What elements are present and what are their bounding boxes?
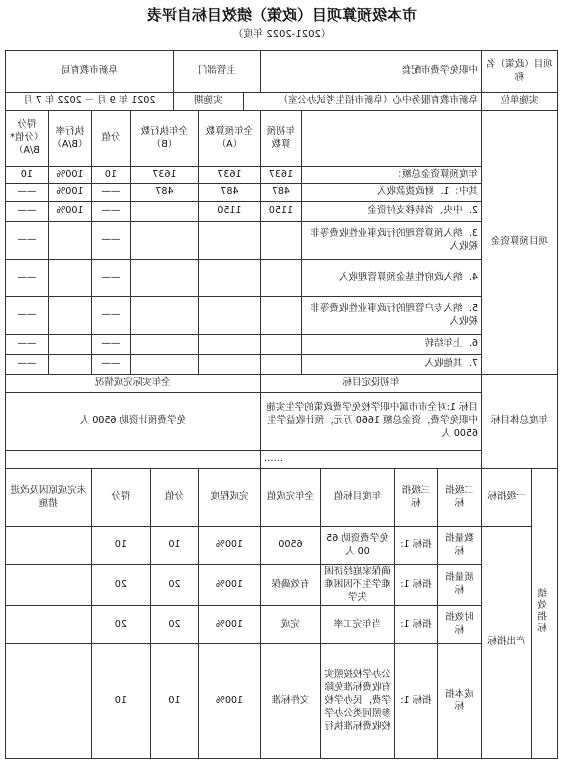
indicator-weight: 10: [150, 527, 198, 565]
indicator-target: 确保家庭经济困难学生不因困难失学: [320, 565, 394, 606]
funds-row-weight: ——: [91, 184, 130, 202]
funds-row-budget: 487: [198, 184, 260, 202]
doc-subtitle: （2021-2022 年度）: [233, 29, 331, 40]
funds-row-label: 年度预算资金总额：: [301, 167, 481, 184]
funds-row-score: ——: [5, 184, 48, 202]
indicator-actual: 有效确保: [260, 565, 320, 606]
indicator-weight: 20: [150, 565, 198, 606]
funds-row-rate: 100%: [48, 202, 91, 222]
funds-row-rate: 100%: [48, 184, 91, 202]
indicator-reason: [5, 565, 91, 606]
funds-row-label: 5．纳入专户管理的行政事业性收费等非税收入: [301, 297, 481, 335]
indicator-degree: 100%: [198, 565, 260, 606]
indicator-row: [5, 565, 557, 606]
funds-row-weight: ——: [91, 297, 130, 335]
funds-row: [5, 167, 557, 184]
funds-row-executed: [130, 222, 198, 260]
funds-row-label: 7．其他收入: [301, 355, 481, 375]
funds-row: [5, 335, 557, 355]
indicator-target: 公办学校按照实有收费标准免除学费，民办学校参照同类公办学校收费标准执行: [320, 644, 394, 759]
indicator-weight: 10: [150, 644, 198, 759]
indicator-actual: 6500: [260, 527, 320, 565]
indicator-score: 10: [91, 527, 150, 565]
funds-row-rate: [48, 335, 91, 355]
indicators-header-score: 得分: [91, 469, 150, 527]
funds-row-plan: [260, 335, 301, 355]
funds-row-budget: 1637: [198, 167, 260, 184]
indicator-level2: 成本指标: [437, 644, 481, 759]
impl-unit-label: 实施单位: [481, 93, 557, 111]
funds-row-label: 2．中央、省转移支付资金: [301, 202, 481, 222]
evaluation-form-table: [5, 50, 558, 759]
funds-section-label: 项目预算资金: [481, 111, 557, 375]
goals-actual-header: 全年实际完成情况: [5, 375, 260, 393]
indicators-header-row: [5, 469, 557, 527]
period-label: 实施期: [173, 93, 243, 111]
dept-label: 主管部门: [173, 51, 260, 93]
indicators-header-degree: 完成程度: [198, 469, 260, 527]
funds-header-score: 得分（分值*B/A）: [5, 111, 48, 167]
funds-row-score: ——: [5, 260, 48, 297]
indicators-section-text: 绩效指标: [538, 588, 550, 635]
funds-row-rate: 100%: [48, 167, 91, 184]
indicator-row: [5, 527, 557, 565]
funds-row-budget: [198, 335, 260, 355]
funds-header-executed: 全年执行数（B）: [130, 111, 198, 167]
funds-row-rate: [48, 355, 91, 375]
indicators-header-weight: 分值: [150, 469, 198, 527]
funds-row-weight: ——: [91, 202, 130, 222]
doc-title: 市本级预算项目（政策）绩效目标自评表: [147, 6, 418, 24]
funds-header-budget: 全年预算数（A）: [198, 111, 260, 167]
project-name-row: [5, 51, 557, 93]
funds-row-weight: ——: [91, 222, 130, 260]
indicator-score: 10: [91, 644, 150, 759]
indicator-actual: 文件标准: [260, 644, 320, 759]
funds-row-executed: [130, 335, 198, 355]
indicator-level3: 指标 1:: [394, 644, 437, 759]
funds-row-plan: [260, 222, 301, 260]
indicator-target: 免学费资助 6500 人: [320, 527, 394, 565]
funds-row-plan: [260, 297, 301, 335]
funds-header-item: [301, 111, 481, 167]
indicator-reason: [5, 606, 91, 644]
funds-row-budget: 1150: [198, 202, 260, 222]
funds-row-score: ——: [5, 355, 48, 375]
funds-row: [5, 260, 557, 297]
indicator-score: 20: [91, 565, 150, 606]
indicators-header-level1: 一级指标: [481, 469, 531, 527]
funds-row-executed: [130, 355, 198, 375]
funds-row-score: ——: [5, 222, 48, 260]
indicator-row: [5, 606, 557, 644]
indicator-degree: 100%: [198, 644, 260, 759]
funds-row-score: 10: [5, 167, 48, 184]
goals-plan-text: 目标 1:对全市市属中职学校免学费政策的学生实施中职免学费，资金总额 1660 万元，预计收益学生 6500 人: [260, 393, 481, 451]
funds-row-label: 4．纳入政府性基金预算管理收入: [301, 260, 481, 297]
indicator-actual: 完成: [260, 606, 320, 644]
funds-row-label: 6．上年结转: [301, 335, 481, 355]
indicator-degree: 100%: [198, 527, 260, 565]
funds-row-label: 3．纳入预算管理的行政事业性收费等非税收入: [301, 222, 481, 260]
funds-row-rate: [48, 260, 91, 297]
indicator-target: 当年完工率: [320, 606, 394, 644]
goals-actual-text: 免学费预计资助 6500 人: [5, 393, 260, 451]
indicator-weight: 20: [150, 606, 198, 644]
funds-row-rate: [48, 297, 91, 335]
funds-row-budget: [198, 260, 260, 297]
funds-row-budget: [198, 355, 260, 375]
funds-row-budget: [198, 297, 260, 335]
funds-row-label: 其中：1．财政拨款收入: [301, 184, 481, 202]
indicators-section-label: [532, 469, 558, 759]
funds-row-executed: 487: [130, 184, 198, 202]
funds-row-executed: [130, 260, 198, 297]
goals-header-row: [5, 375, 557, 393]
goals-ellipsis: ……: [260, 451, 481, 469]
goals-plan-header: 年初设定目标: [260, 375, 481, 393]
indicator-level2: 数量指标: [437, 527, 481, 565]
goals-actual-extra: [5, 451, 260, 469]
funds-header-plan: 年初预算数: [260, 111, 301, 167]
indicator-reason: [5, 644, 91, 759]
output-indicator-label: 产出指标: [481, 527, 531, 759]
funds-row-weight: ——: [91, 260, 130, 297]
indicators-header-actual: 全年完成值: [260, 469, 320, 527]
funds-row-plan: 1150: [260, 202, 301, 222]
indicator-level3: 指标 1:: [394, 565, 437, 606]
funds-row-score: ——: [5, 202, 48, 222]
funds-row-plan: [260, 260, 301, 297]
indicator-row: [5, 644, 557, 759]
funds-row-rate: [48, 222, 91, 260]
funds-header-weight: 分值: [91, 111, 130, 167]
funds-row-budget: [198, 222, 260, 260]
indicator-score: 20: [91, 606, 150, 644]
goals-ellipsis-row: [5, 451, 557, 469]
funds-row-executed: [130, 297, 198, 335]
funds-row-weight: 10: [91, 167, 130, 184]
funds-row: [5, 184, 557, 202]
indicators-header-level3: 三级指标: [394, 469, 437, 527]
funds-row: [5, 355, 557, 375]
impl-unit-value: 阜新市教育服务中心（阜新市招生考试办公室）: [243, 93, 481, 111]
indicators-header-level2: 二级指标: [437, 469, 481, 527]
goals-content-row: [5, 393, 557, 451]
indicator-degree: 100%: [198, 606, 260, 644]
indicators-header-reason: 未完成原因及改进措施: [5, 469, 91, 527]
funds-row: [5, 222, 557, 260]
indicators-header-target: 年度目标值: [320, 469, 394, 527]
funds-row-plan: 1637: [260, 167, 301, 184]
funds-row-score: ——: [5, 297, 48, 335]
indicator-reason: [5, 527, 91, 565]
funds-row-executed: 1637: [130, 167, 198, 184]
indicator-level2: 质量指标: [437, 565, 481, 606]
period-value: 2021 年 9 月 － 2022 年 7 月: [5, 93, 173, 111]
project-name-value: 中职免学费市配套: [260, 51, 481, 93]
indicator-level3: 指标 1:: [394, 527, 437, 565]
funds-row: [5, 202, 557, 222]
funds-row-plan: 487: [260, 184, 301, 202]
funds-row-score: ——: [5, 335, 48, 355]
funds-row: [5, 297, 557, 335]
indicator-level2: 时效指标: [437, 606, 481, 644]
funds-header-rate: 执行率（B/A）: [48, 111, 91, 167]
funds-row-weight: ——: [91, 355, 130, 375]
goals-section-label: 年度总体目标: [481, 375, 557, 469]
funds-row-plan: [260, 355, 301, 375]
project-name-label: 项目（政策）名称: [481, 51, 557, 93]
indicator-level3: 指标 1:: [394, 606, 437, 644]
funds-row-executed: [130, 202, 198, 222]
impl-unit-row: [5, 93, 557, 111]
funds-header-row: [5, 111, 557, 167]
funds-row-weight: ——: [91, 335, 130, 355]
dept-value: 阜新市教育局: [5, 51, 173, 93]
